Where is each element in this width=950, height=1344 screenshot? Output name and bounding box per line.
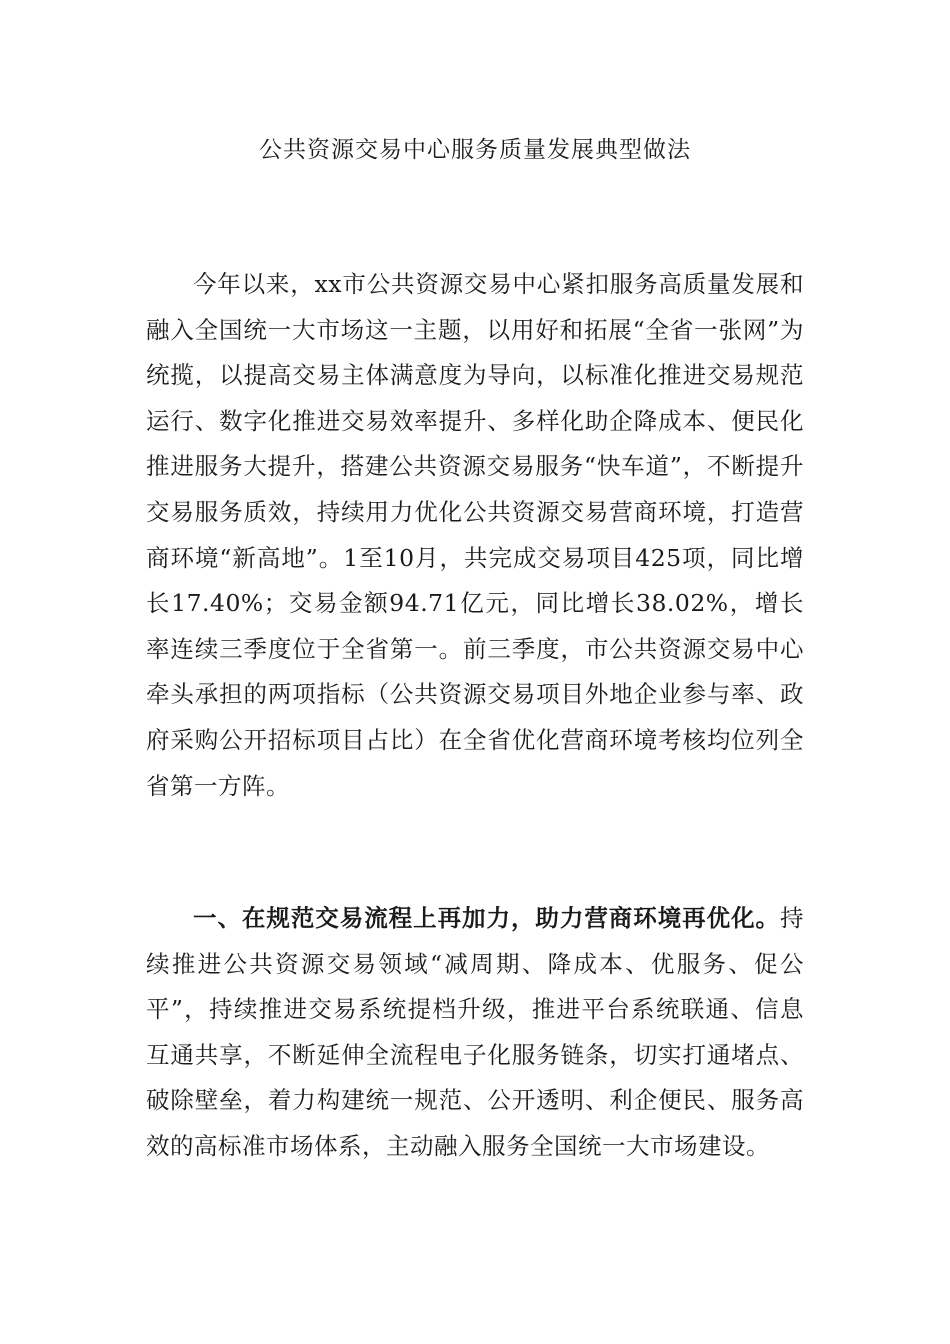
document-title: 公共资源交易中心服务质量发展典型做法 — [259, 137, 691, 163]
section-1-body: 持续推进公共资源交易领域“减周期、降成本、优服务、促公平”，持续推进交易系统提档升级，推进平台系统联通、信息互通共享，不断延伸全流程电子化服务链条，切实打通堵点、破除壁垒，着力构建统一规范、公开透明、利企便民、服务高效的高标准市场体系，主动融入服务全国统一大市场建设。 — [146, 904, 804, 1160]
section-1-paragraph — [146, 896, 804, 1170]
section-1-heading: 一、在规范交易流程上再加力，助力营商环境再优化。 — [193, 904, 780, 932]
intro-paragraph: 今年以来，xx市公共资源交易中心紧扣服务高质量发展和融入全国统一大市场这一主题，以用好和拓展“全省一张网”为统揽，以提高交易主体满意度为导向，以标准化推进交易规范运行、数字化推进交易效率提升、多样化助企降成本、便民化推进服务大提升，搭建公共资源交易服务“快车道”，不断提升交易服务质效，持续用力优化公共资源交易营商环境，打造营商环境“新高地”。1至10月，共完成交易项目425项，同比增长17.40%；交易金额94.71亿元，同比增长38.02%，增长率连续三季度位于全省第一。前三季度，市公共资源交易中心牵头承担的两项指标（公共资源交易项目外地企业参与率、政府采购公开招标项目占比）在全省优化营商环境考核均位列全省第一方阵。 — [146, 270, 804, 800]
